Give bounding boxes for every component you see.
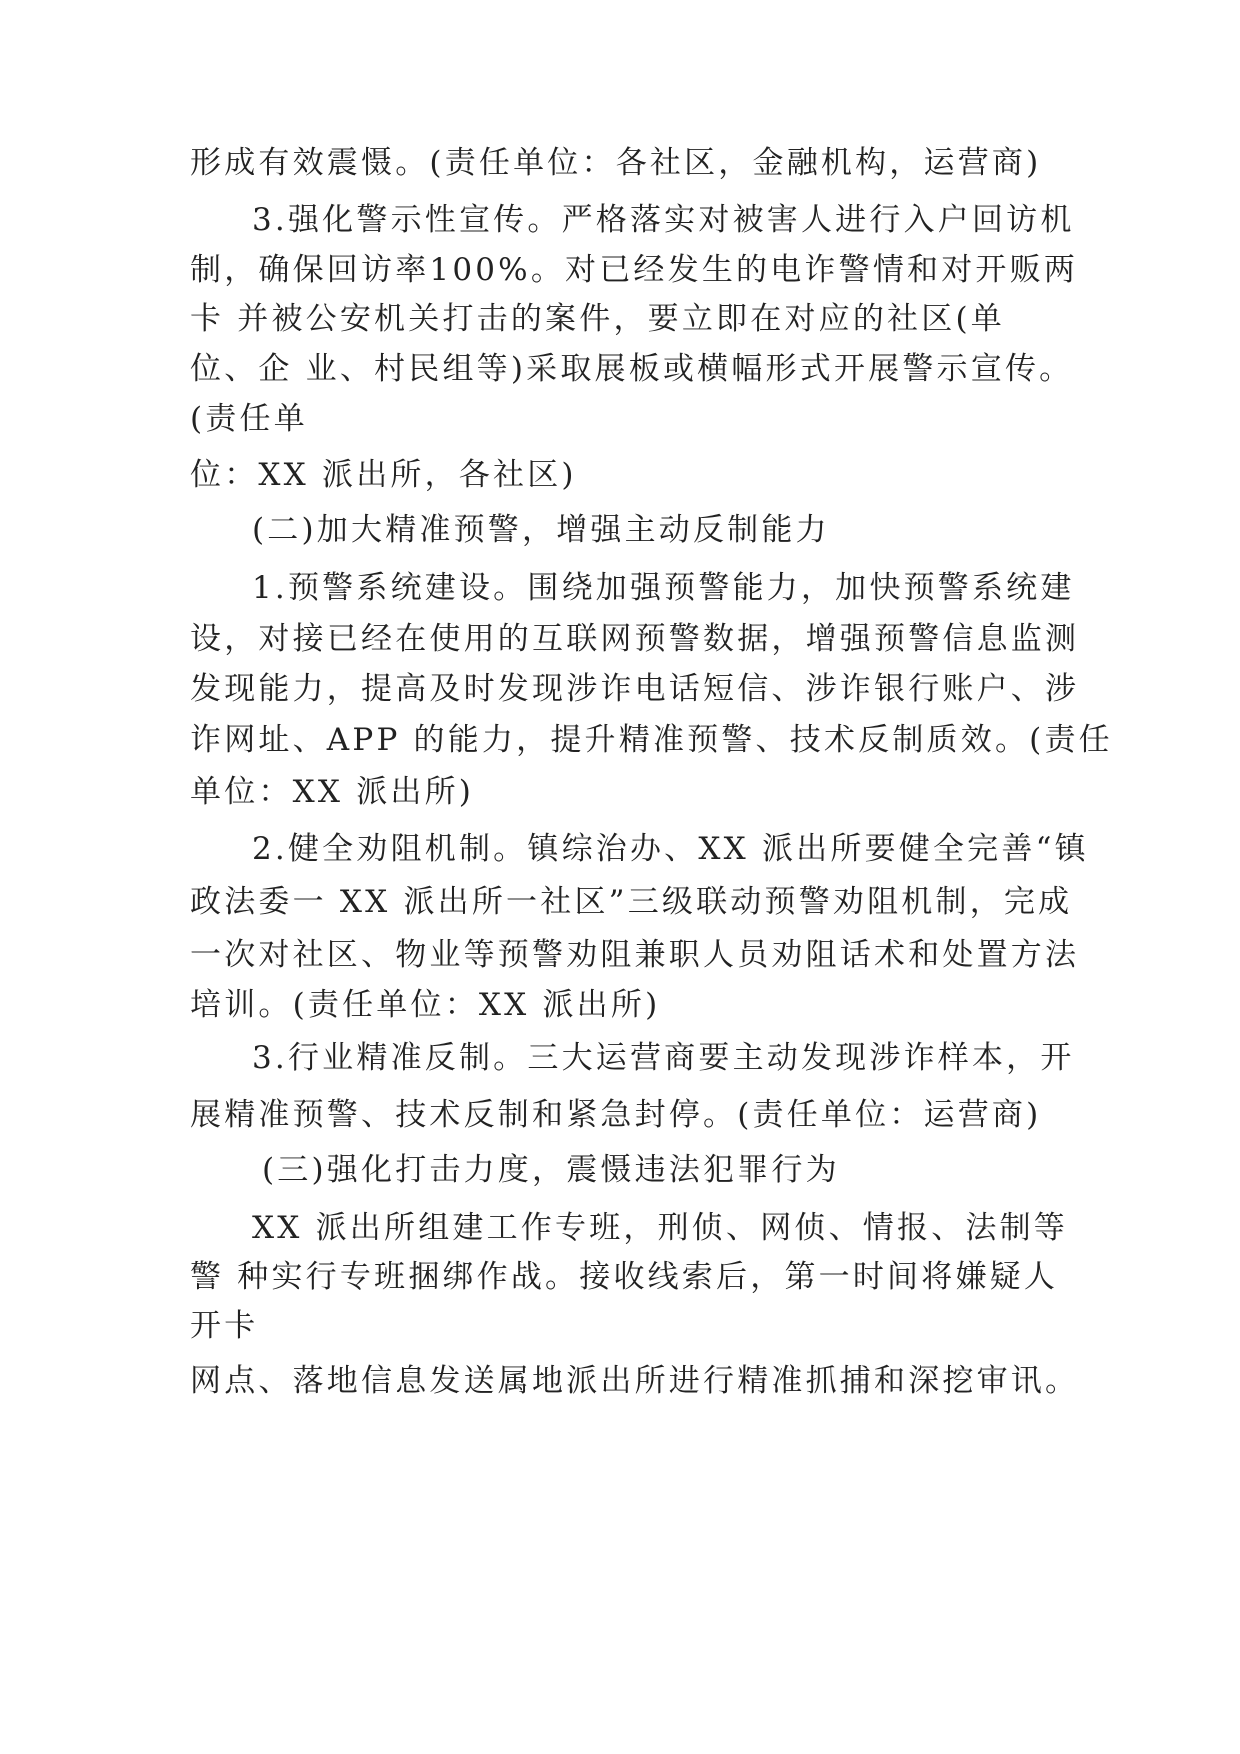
paragraph-line: 2.健全劝阻机制。镇综治办、XX 派出所要健全完善“镇: [252, 831, 1089, 867]
paragraph-line: 发现能力，提高及时发现涉诈电话短信、涉诈银行账户、涉: [190, 671, 1080, 707]
paragraph-line: 位、企 业、村民组等)采取展板或横幅形式开展警示宣传。: [190, 351, 1074, 387]
paragraph-line: 展精准预警、技术反制和紧急封停。(责任单位：运营商): [190, 1097, 1042, 1133]
paragraph-line: 政法委一 XX 派出所一社区”三级联动预警劝阻机制，完成: [190, 884, 1073, 920]
paragraph-line: 制，确保回访率100%。对已经发生的电诈警情和对开贩两: [190, 252, 1079, 288]
paragraph-line: 培训。(责任单位：XX 派出所): [190, 987, 661, 1023]
paragraph-line: 位：XX 派出所，各社区): [190, 457, 577, 493]
paragraph-line: 诈网址、APP 的能力，提升精准预警、技术反制质效。(责任: [190, 722, 1113, 758]
paragraph-line: 形成有效震慑。(责任单位：各社区，金融机构，运营商): [190, 145, 1042, 181]
paragraph-line: 3.行业精准反制。三大运营商要主动发现涉诈样本，开: [252, 1040, 1075, 1076]
paragraph-line: 警 种实行专班捆绑作战。接收线索后，第一时间将嫌疑人: [190, 1259, 1059, 1295]
paragraph-line: 开卡: [190, 1308, 259, 1344]
paragraph-line: 卡 并被公安机关打击的案件，要立即在对应的社区(单: [190, 301, 1005, 337]
paragraph-line: XX 派出所组建工作专班，刑侦、网侦、情报、法制等: [252, 1210, 1068, 1246]
paragraph-line: 3.强化警示性宣传。严格落实对被害人进行入户回访机: [252, 202, 1075, 238]
paragraph-line: 1.预警系统建设。围绕加强预警能力，加快预警系统建: [252, 570, 1075, 606]
section-heading: (三)强化打击力度，震慑违法犯罪行为: [262, 1152, 840, 1188]
paragraph-line: 单位：XX 派出所): [190, 774, 475, 810]
paragraph-line: 网点、落地信息发送属地派出所进行精准抓捕和深挖审讯。: [190, 1363, 1080, 1399]
paragraph-line: (责任单: [190, 401, 308, 437]
section-heading: (二)加大精准预警，增强主动反制能力: [252, 512, 830, 548]
paragraph-line: 设，对接已经在使用的互联网预警数据，增强预警信息监测: [190, 621, 1080, 657]
paragraph-line: 一次对社区、物业等预警劝阻兼职人员劝阻话术和处置方法: [190, 937, 1080, 973]
